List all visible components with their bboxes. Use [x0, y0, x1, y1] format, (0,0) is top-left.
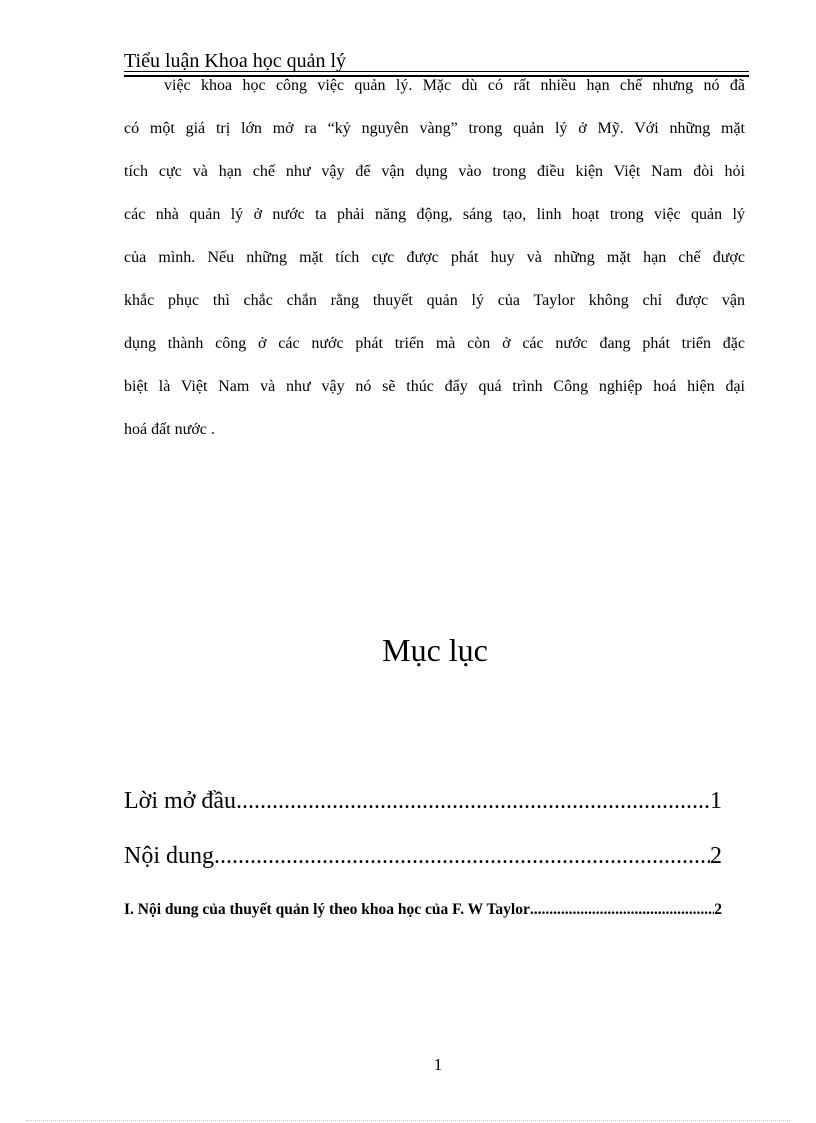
page-number: 1 — [433, 1055, 443, 1074]
body-line: việc khoa học công việc quản lý. Mặc dù có rất nhiều hạn chế nhưng nó đã — [164, 77, 745, 94]
toc-entry-page: 2 — [710, 843, 722, 869]
toc-entry-page: 1 — [710, 788, 722, 814]
body-line: của mình. Nếu những mặt tích cực được phát huy và những mặt hạn chế được — [124, 249, 745, 266]
body-line: tích cực và hạn chế như vậy để vận dụng vào trong điều kiện Việt Nam đòi hỏi — [124, 163, 745, 180]
body-line: khắc phục thì chắc chắn rằng thuyết quản lý của Taylor không chỉ được vận — [124, 292, 745, 309]
toc-entry-content[interactable] — [124, 841, 722, 871]
toc-entry-label: I. Nội dung của thuyết quản lý theo khoa học của F. W Taylor — [124, 901, 530, 918]
header-rule-thin — [124, 71, 749, 72]
body-line: có một giá trị lớn mở ra “kỷ nguyên vàng” trong quản lý ở Mỹ. Với những mặt — [124, 120, 745, 137]
toc-dot-leader — [530, 900, 714, 920]
running-header: Tiểu luận Khoa học quản lý — [124, 50, 347, 72]
body-line: các nhà quản lý ở nước ta phải năng động, sáng tạo, linh hoạt trong việc quản lý — [124, 206, 745, 223]
toc-entry-introduction[interactable] — [124, 786, 722, 816]
toc-dot-leader — [236, 786, 710, 816]
toc-entry-label: Lời mở đầu — [124, 788, 237, 814]
toc-title: Mục lục — [382, 632, 488, 668]
toc-entry-section-1[interactable] — [124, 900, 722, 920]
body-line: hoá đất nước . — [124, 421, 215, 438]
page-edge — [26, 1120, 790, 1121]
toc-dot-leader — [214, 841, 710, 871]
body-line: biệt là Việt Nam và như vậy nó sẽ thúc đẩy quá trình Công nghiệp hoá hiện đại — [124, 378, 745, 395]
toc-entry-page: 2 — [714, 901, 722, 918]
body-line: dụng thành công ở các nước phát triển mà còn ở các nước đang phát triển đặc — [124, 335, 745, 352]
toc-entry-label: Nội dung — [124, 843, 214, 869]
